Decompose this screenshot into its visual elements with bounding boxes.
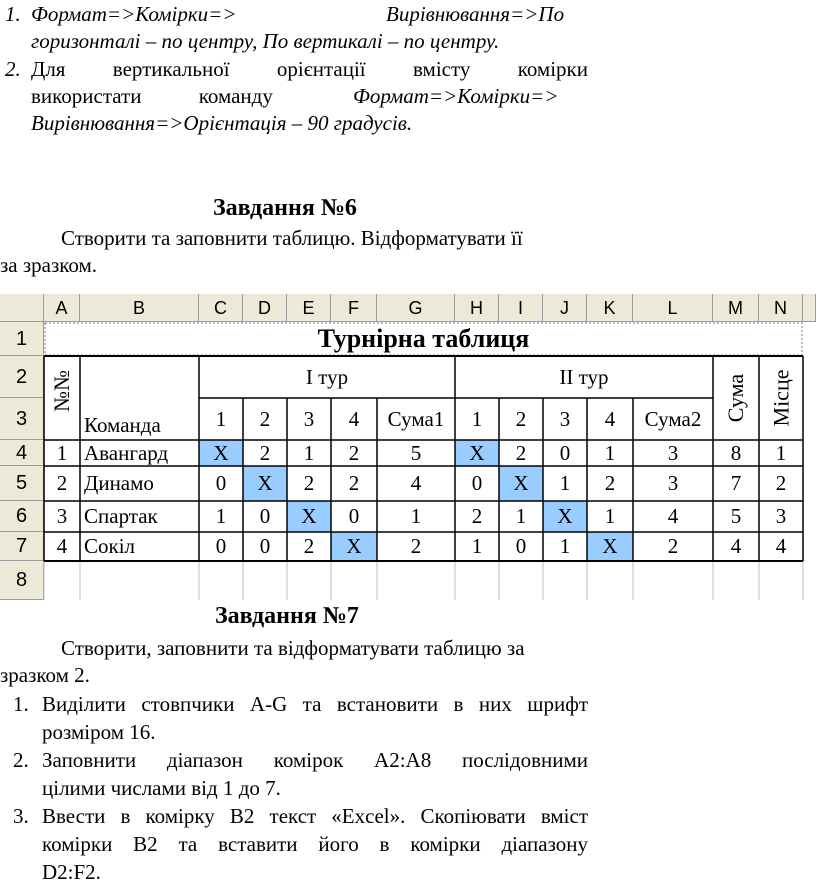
data-cell-M6[interactable]: 5	[730, 504, 742, 528]
data-cell-C5[interactable]: 0	[215, 471, 227, 495]
data-cell-E7[interactable]: 2	[303, 534, 315, 558]
header-place-text: Місце	[768, 369, 794, 427]
intro-item-2	[0, 56, 600, 137]
data-cell-K4[interactable]: 1	[604, 440, 616, 465]
data-cell-F8[interactable]	[331, 561, 377, 600]
data-cell-K7[interactable]: X	[587, 532, 633, 561]
row-header-6[interactable]: 6	[0, 501, 44, 532]
subheader-tour1-4: 4	[348, 406, 360, 431]
data-cell-K8[interactable]	[587, 561, 633, 600]
data-cell-A4[interactable]: 1	[56, 440, 68, 465]
data-cell-J4[interactable]: 0	[559, 440, 571, 465]
data-cell-N6[interactable]: 3	[775, 504, 787, 528]
data-cell-E5[interactable]: 2	[303, 471, 315, 495]
data-cell-E6[interactable]: X	[287, 501, 331, 532]
data-cell-N5[interactable]: 2	[775, 471, 787, 495]
task6-text2: за зразком.	[0, 253, 98, 277]
spreadsheet	[0, 294, 816, 600]
task6-text1: Створити та заповнити таблицю. Відформатувати її	[61, 226, 523, 250]
header-tour-1: I тур	[305, 364, 349, 389]
row-header-5[interactable]: 5	[0, 466, 44, 501]
data-cell-M8[interactable]	[713, 561, 759, 600]
data-cell-G8[interactable]	[377, 561, 455, 600]
data-cell-B4[interactable]: Авангард	[84, 440, 169, 465]
data-cell-H6[interactable]: 2	[471, 504, 483, 528]
column-header-rest	[803, 294, 816, 322]
row-header-4[interactable]: 4	[0, 440, 44, 466]
subheader-tour2-5: Сума2	[644, 406, 702, 431]
data-cell-J7[interactable]: 1	[559, 534, 571, 558]
data-cell-H8[interactable]	[455, 561, 499, 600]
column-header-E[interactable]: E	[287, 294, 331, 322]
data-cell-F6[interactable]: 0	[348, 504, 360, 528]
subheader-tour2-3: 3	[559, 406, 571, 431]
data-cell-G7[interactable]: 2	[410, 534, 422, 558]
data-cell-M5[interactable]: 7	[730, 471, 742, 495]
data-cell-L6[interactable]: 4	[667, 504, 679, 528]
task6-heading: Завдання №6	[213, 195, 357, 221]
header-number	[44, 356, 80, 440]
subheader-tour2-4: 4	[604, 406, 616, 431]
intro-item-1	[0, 1, 600, 55]
header-sum-text: Сума	[723, 373, 748, 423]
column-header-K[interactable]: K	[587, 294, 633, 322]
intro-item-1-line1a: Формат=>Комірки=>	[31, 2, 237, 26]
column-header-I[interactable]: I	[499, 294, 543, 322]
data-cell-D8[interactable]	[243, 561, 287, 600]
task7-item-2-line1: Заповнити діапазон комірок A2:A8 послідовними	[42, 748, 588, 772]
data-cell-B8[interactable]	[80, 561, 199, 600]
task7-item-1-line2: розміром 16.	[42, 720, 156, 744]
data-cell-F7[interactable]: X	[331, 532, 377, 561]
data-cell-G4[interactable]: 5	[410, 440, 422, 465]
column-header-N[interactable]: N	[759, 294, 803, 322]
data-cell-I5[interactable]: X	[499, 466, 543, 501]
data-cell-M4[interactable]: 8	[730, 440, 742, 465]
task7-item-3-line1: Ввести в комірку B2 текст «Excel». Скопіювати вміст	[42, 804, 588, 828]
task7-text1: Створити, заповнити та відформатувати таблицю за	[61, 636, 525, 660]
row-header-1[interactable]: 1	[0, 322, 44, 356]
data-cell-L8[interactable]	[633, 561, 713, 600]
data-cell-I4[interactable]: 2	[515, 440, 527, 465]
subheader-tour1-3: 3	[303, 406, 315, 431]
header-tour-2: II тур	[559, 364, 609, 389]
subheader-tour2-2: 2	[515, 406, 527, 431]
data-cell-N7[interactable]: 4	[775, 534, 787, 558]
data-cell-B5[interactable]: Динамо	[84, 471, 154, 495]
data-cell-C4[interactable]: X	[199, 440, 243, 466]
intro-item-2-line1: Для вертикальної орієнтації вмісту комірки	[31, 57, 588, 81]
data-cell-C8[interactable]	[199, 561, 243, 600]
task7-text2: зразком 2.	[0, 663, 90, 687]
task7-item-3	[0, 802, 600, 886]
intro-item-2-line2b: Формат=>Комірки=>	[353, 84, 559, 108]
subheader-tour1-1: 1	[215, 406, 227, 431]
data-cell-M7[interactable]: 4	[730, 534, 742, 558]
data-cell-D6[interactable]: 0	[259, 504, 271, 528]
data-cell-I7[interactable]: 0	[515, 534, 527, 558]
data-cell-N4[interactable]: 1	[775, 440, 787, 465]
intro-item-1-line1b: Вирівнювання=>По	[386, 2, 565, 26]
data-cell-D5[interactable]: X	[243, 466, 287, 501]
row-header-8[interactable]: 8	[0, 561, 44, 600]
column-header-A[interactable]: A	[44, 294, 80, 322]
data-cell-A5[interactable]: 2	[56, 471, 68, 495]
data-cell-I8[interactable]	[499, 561, 543, 600]
data-cell-H4[interactable]: X	[455, 440, 499, 466]
data-cell-G5[interactable]: 4	[410, 471, 422, 495]
subheader-tour2-1: 1	[471, 406, 483, 431]
data-cell-K5[interactable]: 2	[604, 471, 616, 495]
data-cell-H7[interactable]: 1	[471, 534, 483, 558]
data-cell-C7[interactable]: 0	[215, 534, 227, 558]
column-header-M[interactable]: M	[713, 294, 759, 322]
header-sum	[713, 356, 759, 440]
data-cell-E4[interactable]: 1	[303, 440, 315, 465]
intro-item-2-line2a: використати команду	[31, 84, 273, 108]
sheet-corner[interactable]	[0, 294, 44, 322]
data-cell-F5[interactable]: 2	[348, 471, 360, 495]
row-header-7[interactable]: 7	[0, 532, 44, 561]
header-place	[759, 356, 803, 440]
task7-item-1	[0, 690, 600, 746]
task7-item-2	[0, 746, 600, 802]
data-cell-C6[interactable]: 1	[215, 504, 227, 528]
header-number-text: №№	[49, 370, 75, 412]
data-cell-F4[interactable]: 2	[348, 440, 360, 465]
sheet-title: Турнірна таблиця	[317, 324, 530, 353]
data-cell-N8[interactable]	[759, 561, 803, 600]
subheader-tour1-2: 2	[259, 406, 271, 431]
data-cell-A8[interactable]	[44, 561, 80, 600]
row-header-3[interactable]: 3	[0, 398, 44, 440]
task7-item-3-number: 3.	[13, 804, 29, 828]
task7-item-2-line2: цілими числами від 1 до 7.	[42, 776, 281, 800]
column-header-G[interactable]: G	[377, 294, 455, 322]
column-header-D[interactable]: D	[243, 294, 287, 322]
data-cell-D4[interactable]: 2	[259, 440, 271, 465]
data-cell-E8[interactable]	[287, 561, 331, 600]
data-cell-A7[interactable]: 4	[56, 534, 68, 558]
column-header-C[interactable]: C	[199, 294, 243, 322]
task7-item-3-line3: D2:F2.	[42, 860, 101, 884]
data-cell-B6[interactable]: Спартак	[84, 504, 158, 528]
data-cell-J6[interactable]: X	[543, 501, 587, 532]
data-cell-B7[interactable]: Сокіл	[84, 534, 136, 558]
row-header-2[interactable]: 2	[0, 356, 44, 398]
data-cell-K6[interactable]: 1	[604, 504, 616, 528]
intro-item-2-number: 2.	[5, 57, 21, 81]
data-cell-H5[interactable]: 0	[471, 471, 483, 495]
column-header-H[interactable]: H	[455, 294, 499, 322]
task7-item-1-line1: Виділити стовпчики A-G та встановити в них шрифт	[42, 692, 588, 716]
subheader-tour1-5: Сума1	[387, 406, 445, 431]
data-cell-I6[interactable]: 1	[515, 504, 527, 528]
data-cell-A6[interactable]: 3	[56, 504, 68, 528]
task7-item-2-number: 2.	[13, 748, 29, 772]
column-header-B[interactable]: B	[80, 294, 199, 322]
intro-item-1-number: 1.	[5, 2, 21, 26]
data-cell-D7[interactable]: 0	[259, 534, 271, 558]
column-header-L[interactable]: L	[633, 294, 713, 322]
data-cell-L4[interactable]: 3	[667, 440, 679, 465]
column-header-J[interactable]: J	[543, 294, 587, 322]
column-header-F[interactable]: F	[331, 294, 377, 322]
data-cell-G6[interactable]: 1	[410, 504, 422, 528]
data-cell-L7[interactable]: 2	[667, 534, 679, 558]
header-team: Команда	[84, 413, 161, 437]
task7-item-3-line2: комірки B2 та вставити його в комірки діапазону	[42, 832, 588, 856]
intro-item-2-line3: Вирівнювання=>Орієнтація – 90 градусів.	[31, 111, 413, 135]
intro-item-1-line2: горизонталі – по центру, По вертикалі – по центру.	[31, 29, 500, 53]
task7-item-1-number: 1.	[13, 692, 29, 716]
data-cell-L5[interactable]: 3	[667, 471, 679, 495]
data-cell-J8[interactable]	[543, 561, 587, 600]
data-cell-J5[interactable]: 1	[559, 471, 571, 495]
task7-heading: Завдання №7	[215, 603, 359, 629]
